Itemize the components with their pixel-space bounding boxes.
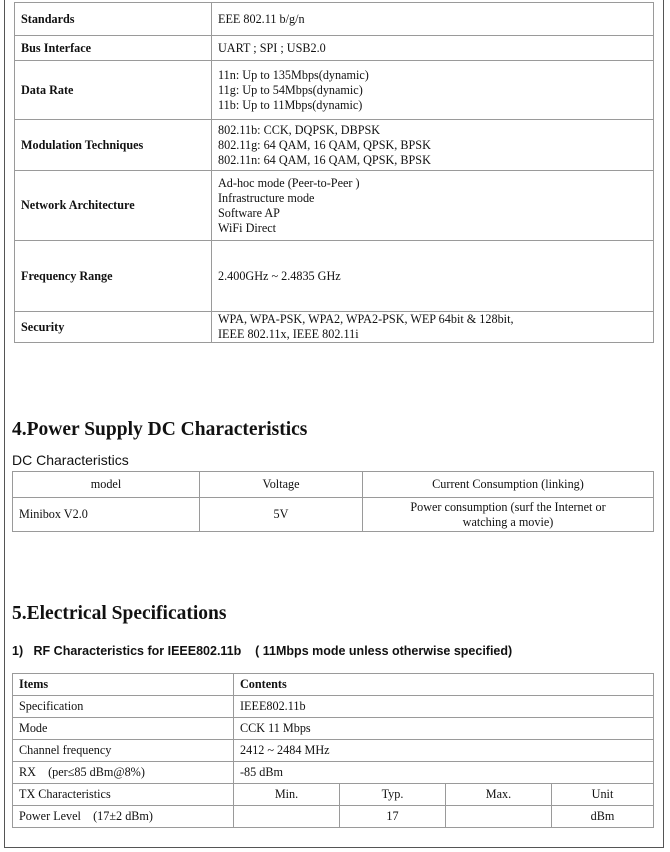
- spec-row: [15, 312, 654, 343]
- rf-content: CCK 11 Mbps: [234, 718, 654, 740]
- rf-tx-row: [13, 784, 654, 806]
- rf-row: [13, 740, 654, 762]
- section5-subheading: 1) RF Characteristics for IEEE802.11b ( 11Mbps mode unless otherwise specified): [12, 644, 513, 658]
- rf-header-items: Items: [13, 674, 234, 696]
- tx-min-header: Min.: [234, 784, 340, 806]
- spec-row: [15, 36, 654, 61]
- rf-item: Channel frequency: [13, 740, 234, 762]
- power-unit: dBm: [552, 806, 654, 828]
- rf-row: [13, 696, 654, 718]
- rf-item: Mode: [13, 718, 234, 740]
- spec-value: 2.400GHz ~ 2.4835 GHz: [212, 241, 654, 312]
- spec-key: Security: [15, 312, 212, 343]
- rf-power-row: [13, 806, 654, 828]
- rf-content: -85 dBm: [234, 762, 654, 784]
- spec-key: Bus Interface: [15, 36, 212, 61]
- section4-heading: 4.Power Supply DC Characteristics: [12, 419, 308, 440]
- rf-header-contents: Contents: [234, 674, 654, 696]
- spec-table: [14, 2, 654, 343]
- spec-row: [15, 61, 654, 120]
- tx-max-header: Max.: [446, 784, 552, 806]
- spec-row: [15, 171, 654, 241]
- spec-key: Frequency Range: [15, 241, 212, 312]
- dc-header-model: model: [13, 472, 200, 498]
- rf-item: RX (per≤85 dBm@8%): [13, 762, 234, 784]
- section4-subheading: DC Characteristics: [12, 452, 129, 468]
- spec-value: WPA, WPA-PSK, WPA2, WPA2-PSK, WEP 64bit & 128bit, IEEE 802.11x, IEEE 802.11i: [212, 312, 654, 343]
- rf-header-row: [13, 674, 654, 696]
- dc-current: Power consumption (surf the Internet or watching a movie): [363, 498, 654, 532]
- power-max: [446, 806, 552, 828]
- spec-row: [15, 3, 654, 36]
- spec-value: EEE 802.11 b/g/n: [212, 3, 654, 36]
- rf-content: 2412 ~ 2484 MHz: [234, 740, 654, 762]
- tx-typ-header: Typ.: [340, 784, 446, 806]
- dc-voltage: 5V: [200, 498, 363, 532]
- spec-value: 802.11b: CCK, DQPSK, DBPSK 802.11g: 64 QAM, 16 QAM, QPSK, BPSK 802.11n: 64 QAM, 16 QAM, QPSK, BPSK: [212, 120, 654, 171]
- rf-content: IEEE802.11b: [234, 696, 654, 718]
- dc-table: [12, 471, 654, 532]
- dc-header-row: [13, 472, 654, 498]
- spec-value: Ad-hoc mode (Peer-to-Peer ) Infrastructure mode Software AP WiFi Direct: [212, 171, 654, 241]
- rf-item: Specification: [13, 696, 234, 718]
- spec-value: UART ; SPI ; USB2.0: [212, 36, 654, 61]
- rf-row: [13, 718, 654, 740]
- spec-value: 11n: Up to 135Mbps(dynamic) 11g: Up to 54Mbps(dynamic) 11b: Up to 11Mbps(dynamic): [212, 61, 654, 120]
- section5-heading: 5.Electrical Specifications: [12, 603, 227, 624]
- tx-unit-header: Unit: [552, 784, 654, 806]
- dc-model: Minibox V2.0: [13, 498, 200, 532]
- power-label: Power Level (17±2 dBm): [13, 806, 234, 828]
- spec-key: Network Architecture: [15, 171, 212, 241]
- tx-label: TX Characteristics: [13, 784, 234, 806]
- power-typ: 17: [340, 806, 446, 828]
- dc-row: [13, 498, 654, 532]
- rf-table: [12, 673, 654, 828]
- dc-header-voltage: Voltage: [200, 472, 363, 498]
- spec-key: Standards: [15, 3, 212, 36]
- rf-row: [13, 762, 654, 784]
- dc-header-current: Current Consumption (linking): [363, 472, 654, 498]
- spec-key: Modulation Techniques: [15, 120, 212, 171]
- spec-row: [15, 241, 654, 312]
- spec-key: Data Rate: [15, 61, 212, 120]
- spec-row: [15, 120, 654, 171]
- power-min: [234, 806, 340, 828]
